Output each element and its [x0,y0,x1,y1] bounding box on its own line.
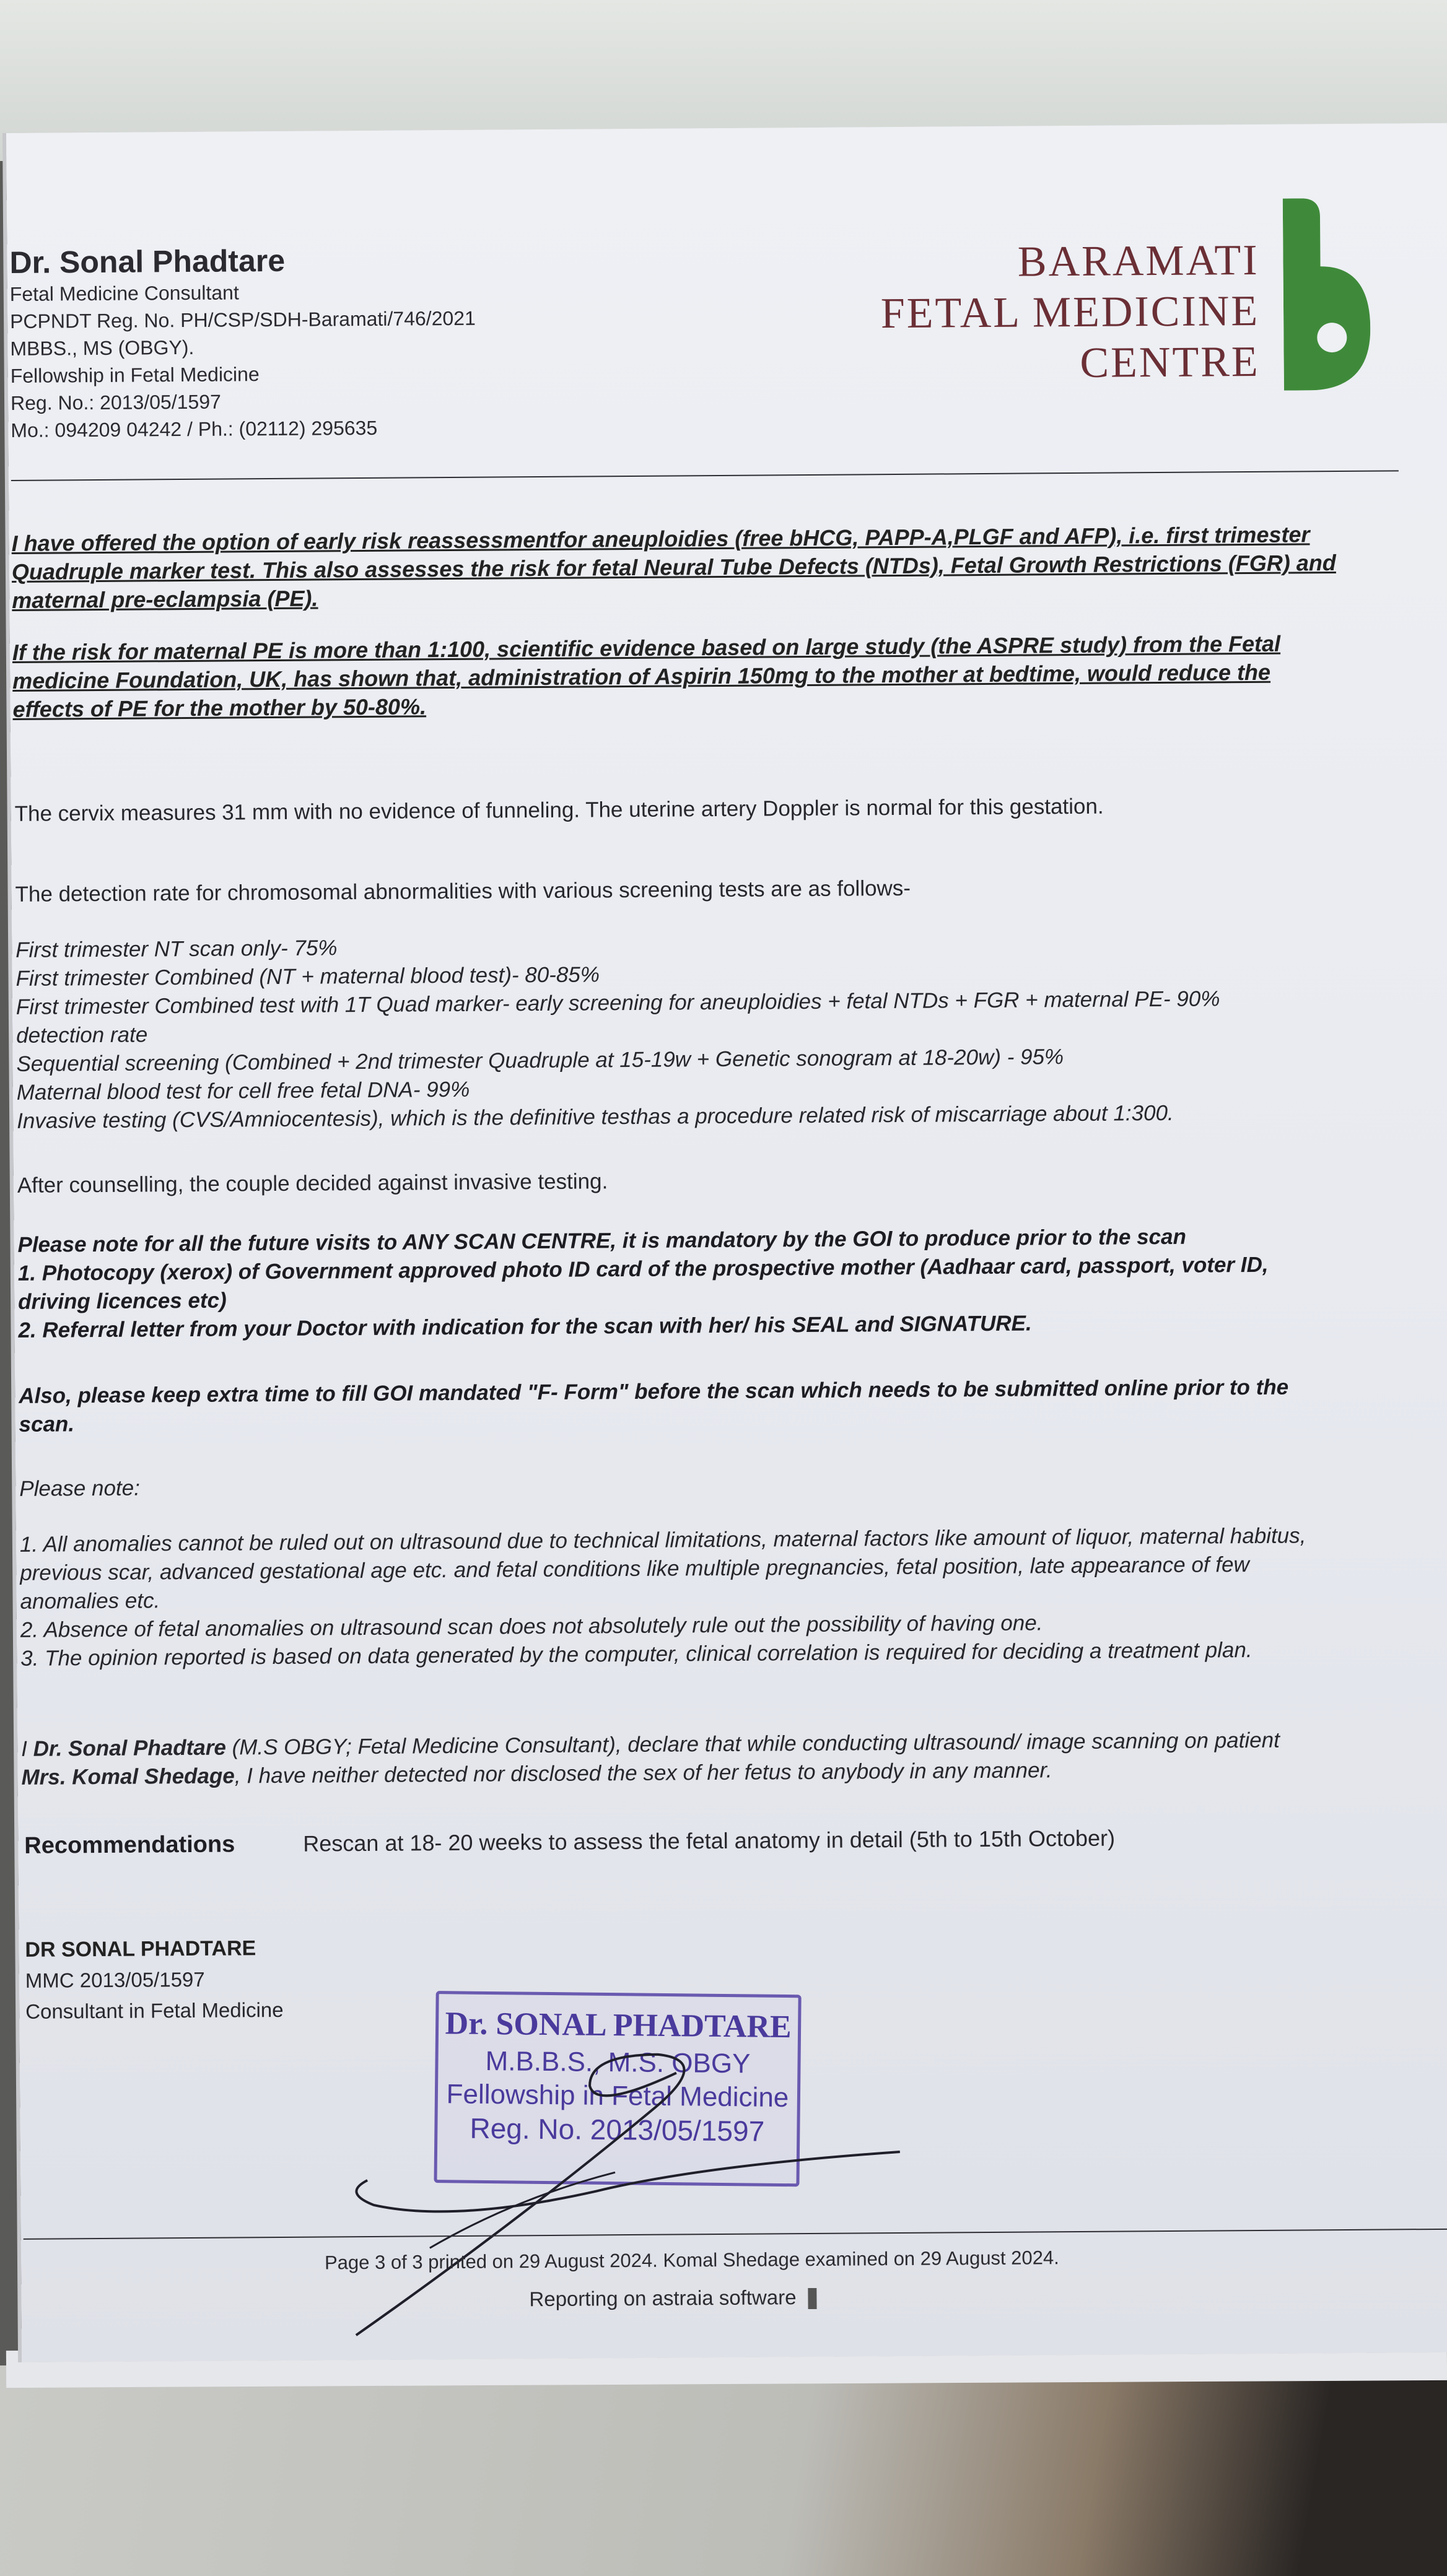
stamp-degrees: M.B.B.S., M.S. OBGY [485,2045,751,2079]
doctor-title: Fetal Medicine Consultant [9,281,239,305]
stamp-name: Dr. SONAL PHADTARE [445,2006,792,2045]
doctor-name: Dr. Sonal Phadtare [9,243,286,280]
detection-intro: The detection rate for chromosomal abnormalities with various screening tests are as follows- [15,876,911,907]
detection-item: Invasive testing (CVS/Amniocentesis), which is the definitive testhas a procedure related risk of miscarriage about 1:300. [17,1100,1174,1133]
signatory-name: DR SONAL PHADTARE [25,1936,256,1962]
risk-para-2-line-1: If the risk for maternal PE is more than 1:100, scientific evidence based on large study (the ASPRE study) from the Fetal [12,630,1281,665]
recommendations-text: Rescan at 18- 20 weeks to assess the fetal anatomy in detail (5th to 15th October) [303,1825,1116,1856]
signatory-role: Consultant in Fetal Medicine [25,1998,284,2023]
astraia-logo-icon [808,2288,817,2309]
detection-item: First trimester Combined test with 1T Quad marker- early screening for aneuploidies + fetal NTDs + FGR + maternal PE- 90% [15,986,1220,1019]
counselling-outcome: After counselling, the couple decided against invasive testing. [17,1169,608,1198]
background-bottom [0,2365,1447,2576]
risk-para-1-line-3: maternal pre-eclampsia (PE). [12,585,318,613]
please-note-item: 1. All anomalies cannot be ruled out on ultrasound due to technical limitations, maternal factors like amount of liquor, maternal habitus, [19,1523,1306,1557]
f-form-notice-line: Also, please keep extra time to fill GOI mandated "F- Form" before the scan which needs to be submitted online prior to the [19,1375,1289,1408]
declaration-prefix: I [21,1736,33,1761]
cervix-finding: The cervix measures 31 mm with no evidence of funneling. The uterine artery Doppler is normal for this gestation. [14,794,1104,826]
please-note-item: anomalies etc. [20,1588,160,1614]
signatory-mmc: MMC 2013/05/1597 [25,1967,205,1992]
logo-line-3: CENTRE [1080,337,1260,387]
declaration-text: , I have neither detected nor disclosed the sex of her fetus to anybody in any manner. [234,1758,1052,1788]
footer-software-text: Reporting on astraia software [529,2286,797,2311]
doctor-degrees: MBBS., MS (OBGY). [10,336,195,360]
please-note-item: 2. Absence of fetal anomalies on ultrasound scan does not absolutely rule out the possibility of having one. [20,1611,1043,1642]
report-page [6,123,1447,2362]
declaration-doctor: Dr. Sonal Phadtare [33,1735,227,1761]
mandatory-notice-line: 1. Photocopy (xerox) of Government approved photo ID card of the prospective mother (Aadhaar card, passport, voter ID, [17,1252,1269,1286]
doctor-fellowship: Fellowship in Fetal Medicine [10,363,260,387]
logo-line-1: BARAMATI [1017,236,1259,286]
detection-item: detection rate [16,1022,148,1048]
recommendations-label: Recommendations [24,1831,235,1859]
risk-para-2-line-3: effects of PE for the mother by 50-80%. [12,694,427,722]
mandatory-notice-line: Please note for all the future visits to ANY SCAN CENTRE, it is mandatory by the GOI to produce prior to the scan [17,1224,1187,1257]
risk-para-1-line-2: Quadruple marker test. This also assesses the risk for fetal Neural Tube Defects (NTDs), Fetal Growth Restrictions (FGR) and [11,550,1336,585]
pcpndt-reg: PCPNDT Reg. No. PH/CSP/SDH-Baramati/746/2021 [9,307,476,333]
declaration-line-1 [21,1728,1280,1762]
declaration-text: (M.S OBGY; Fetal Medicine Consultant), declare that while conducting ultrasound/ image scanning on patient [225,1728,1280,1760]
declaration-line-2 [21,1758,1052,1790]
mandatory-notice-line: driving licences etc) [18,1288,227,1314]
mandatory-notice-line: 2. Referral letter from your Doctor with indication for the scan with her/ his SEAL and SIGNATURE. [18,1311,1032,1342]
f-form-notice-line: scan. [19,1412,75,1437]
letter-b-logo-icon [1283,198,1371,391]
detection-item: Maternal blood test for cell free fetal DNA- 99% [16,1077,470,1105]
doctor-reg-no: Reg. No.: 2013/05/1597 [10,390,221,414]
footer-page-info: Page 3 of 3 printed on 29 August 2024. Komal Shedage examined on 29 August 2024. [324,2247,1059,2274]
stamp-reg-no: Reg. No. 2013/05/1597 [470,2112,765,2147]
logo-line-2: FETAL MEDICINE [880,287,1260,338]
declaration-patient: Mrs. Komal Shedage [21,1764,235,1790]
stamp-fellowship: Fellowship in Fetal Medicine [446,2079,789,2113]
detection-item: Sequential screening (Combined + 2nd trimester Quadruple at 15-19w + Genetic sonogram at 18-20w) - 95% [16,1045,1064,1076]
header-divider [11,470,1399,481]
please-note-item: previous scar, advanced gestational age etc. and fetal conditions like multiple pregnancies, fetal position, late appearance of few [20,1552,1249,1585]
detection-item: First trimester Combined (NT + maternal blood test)- 80-85% [15,962,600,991]
doctor-contact: Mo.: 094209 04242 / Ph.: (02112) 295635 [11,416,378,442]
risk-para-1-line-1: I have offered the option of early risk reassessmentfor aneuploidies (free bHCG, PAPP-A,PLGF and AFP), i.e. first trimester [11,521,1310,556]
footer-software [529,2286,816,2312]
risk-para-2-line-2: medicine Foundation, UK, has shown that, administration of Aspirin 150mg to the mother at bedtime, would reduce the [12,659,1271,694]
please-note-item: 3. The opinion reported is based on data generated by the computer, clinical correlation is required for deciding a treatment plan. [20,1638,1252,1671]
please-note-heading: Please note: [19,1476,141,1501]
detection-item: First trimester NT scan only- 75% [15,936,338,962]
